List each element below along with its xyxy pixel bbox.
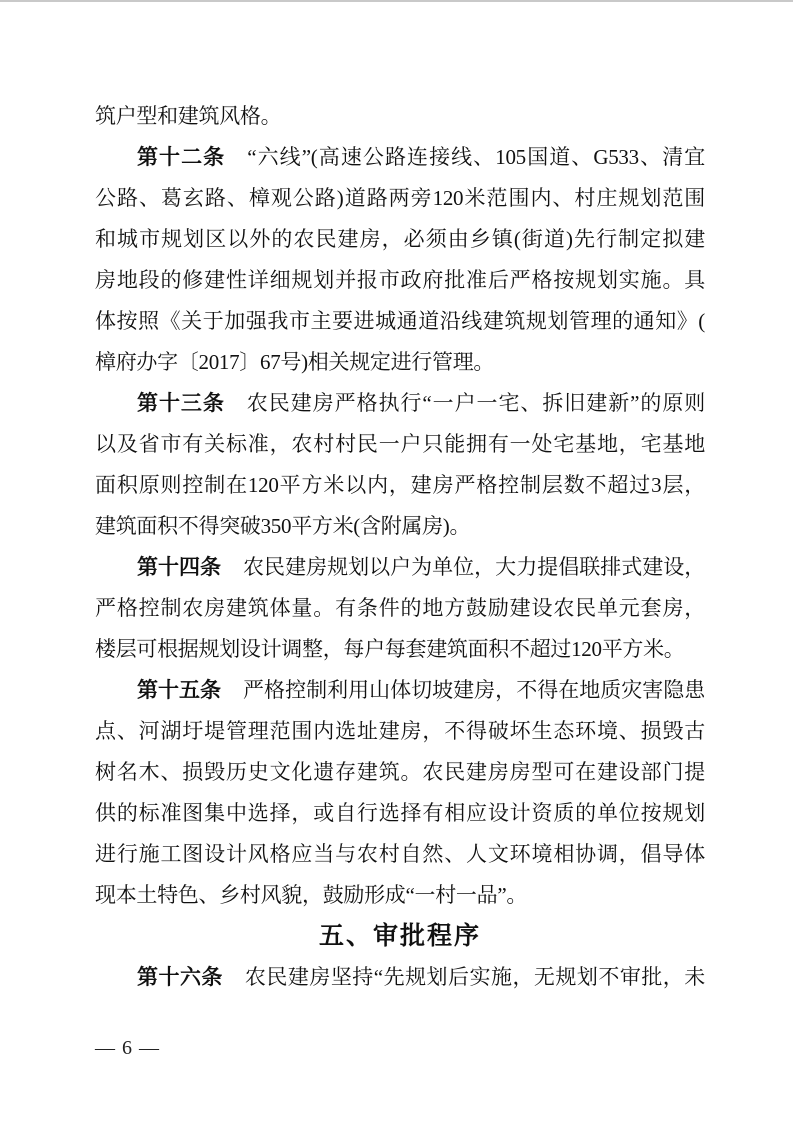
text-line: 体按照《关于加强我市主要进城通道沿线建筑规划管理的通知》( [95,309,705,333]
text-line: 公路、葛玄路、樟观公路)道路两旁120米范围内、村庄规划范围 [95,186,705,210]
article-label: 第十六条 [137,966,223,989]
text-line: 第十五条 严格控制利用山体切坡建房，不得在地质灾害隐患 [137,678,705,702]
text-line: 进行施工图设计风格应当与农村自然、人文环境相协调，倡导体 [95,842,705,866]
article-label: 第十二条 [137,146,226,169]
document-body [95,96,705,998]
article-label: 第十三条 [137,392,225,415]
text-line: 第十三条 农民建房严格执行“一户一宅、拆旧建新”的原则 [137,391,705,415]
text-line: 第十二条 “六线”(高速公路连接线、105国道、G533、清宜 [137,145,705,169]
page-top-edge [0,0,793,2]
text-line: 楼层可根据规划设计调整，每户每套建筑面积不超过120平方米。 [95,637,685,661]
text-line: 房地段的修建性详细规划并报市政府批准后严格按规划实施。具 [95,268,705,292]
text-line: 现本土特色、乡村风貌，鼓励形成“一村一品”。 [95,883,528,907]
article-label: 第十五条 [137,679,222,702]
text-line: 点、河湖圩堤管理范围内选址建房，不得破坏生态环境、损毁古 [95,719,705,743]
article-label: 第十四条 [137,556,222,579]
text-line: 严格控制农房建筑体量。有条件的地方鼓励建设农民单元套房， [95,596,705,620]
text-line: 第十四条 农民建房规划以户为单位，大力提倡联排式建设， [137,555,705,579]
text-line: 面积原则控制在120平方米以内，建房严格控制层数不超过3层， [95,473,705,497]
text-line: 和城市规划区以外的农民建房，必须由乡镇(街道)先行制定拟建 [95,227,705,251]
text-line: 供的标准图集中选择，或自行选择有相应设计资质的单位按规划 [95,801,705,825]
text-line: 第十六条 农民建房坚持“先规划后实施，无规划不审批，未 [137,965,705,989]
section-heading: 五、审批程序 [318,922,481,950]
text-line: 樟府办字〔2017〕67号)相关规定进行管理。 [95,350,495,374]
text-line: 筑户型和建筑风格。 [95,104,282,128]
text-line: 树名木、损毁历史文化遗存建筑。农民建房房型可在建设部门提 [95,760,705,784]
page-number: — 6 — [95,1037,160,1059]
text-line: 建筑面积不得突破350平方米(含附属房)。 [95,514,471,538]
text-line: 以及省市有关标准，农村村民一户只能拥有一处宅基地，宅基地 [95,432,705,456]
